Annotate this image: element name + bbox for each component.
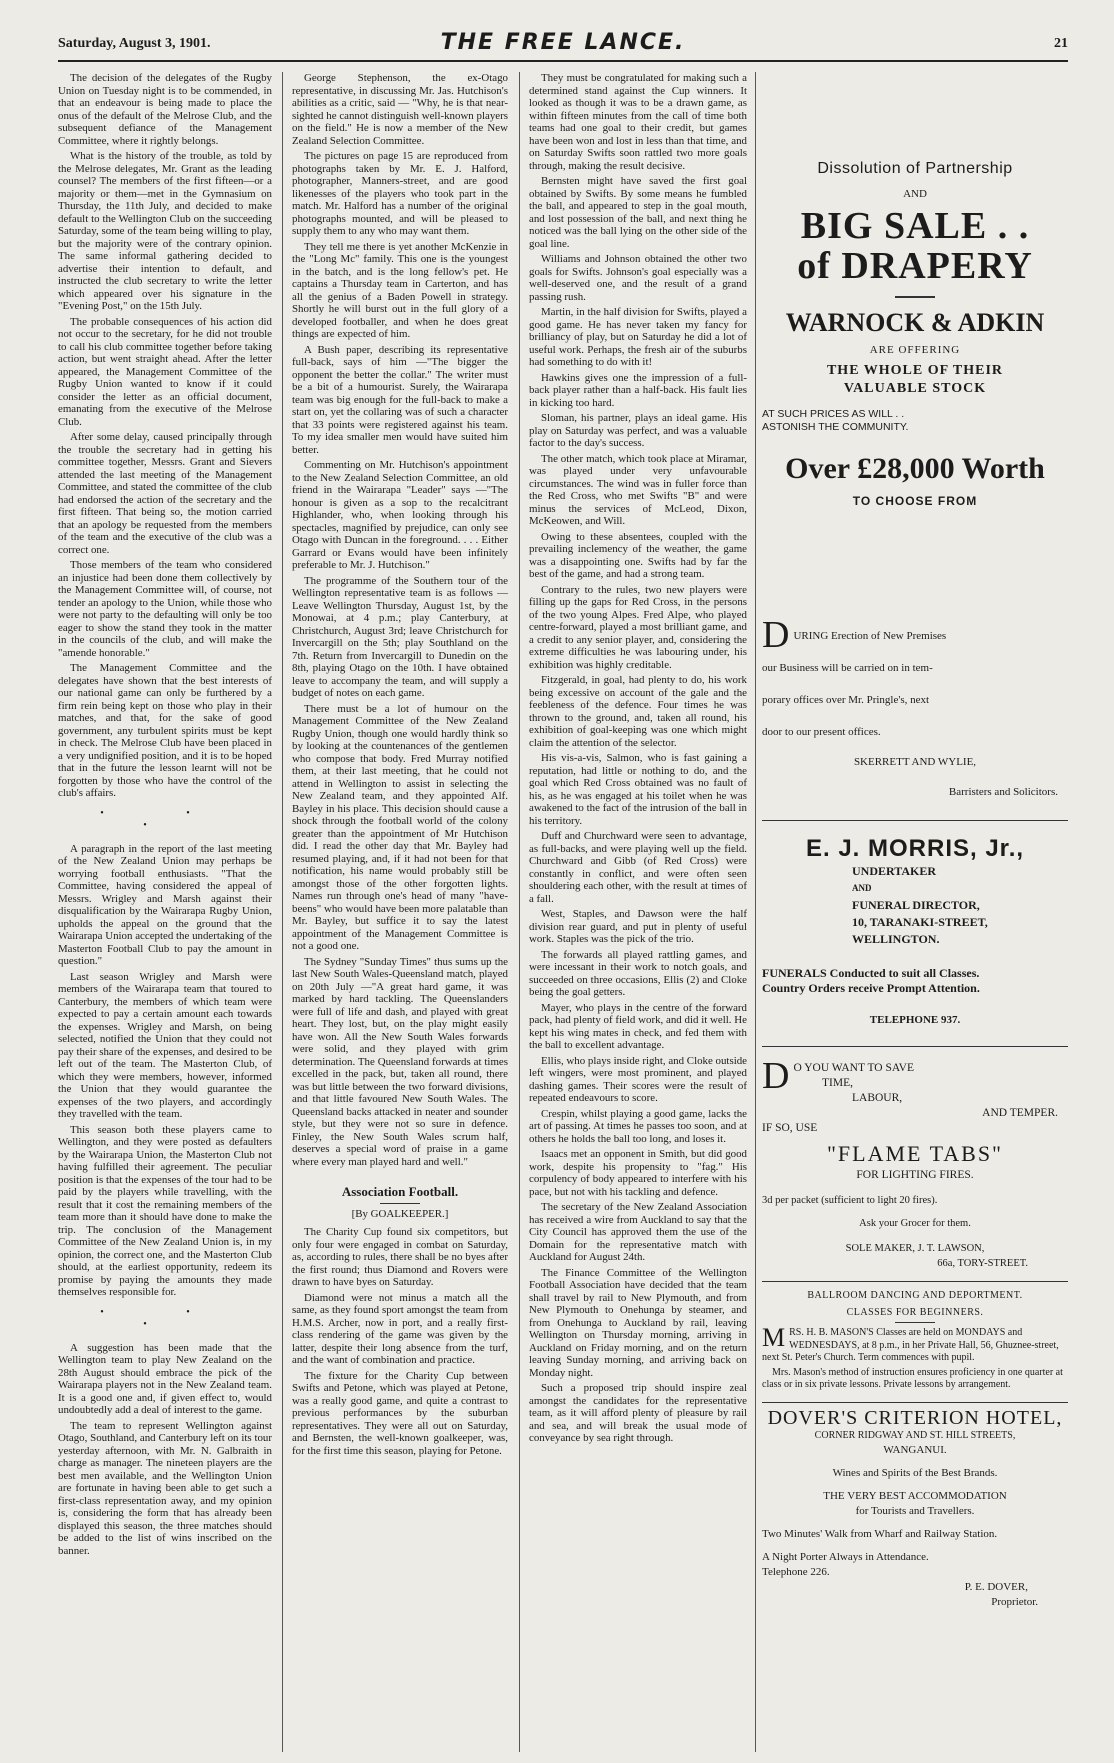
paragraph: Owing to these absentees, coupled with the prevailing inclemency of the weather, the game was a disappointing one. Swifts had by far the best of the game, and had a strong team. xyxy=(529,530,747,580)
paragraph: A Bush paper, describing its representative full-back, says of him —"The bigger the opponent the better the collar." The writer must be a bit of a humourist. Surely, the Wairarapa team was big enough for the full-back to make a start on, yet the collaring was of such a character that 33 points were registered against his team. To my idea smaller men would have suited him better. xyxy=(292,343,508,456)
ad-line: WANGANUI. xyxy=(883,1443,947,1456)
ad-line: AT SUCH PRICES AS WILL . . xyxy=(762,408,905,420)
drapery-sale-ad xyxy=(762,72,1068,508)
ad-line: for Tourists and Travellers. xyxy=(855,1504,975,1517)
ad-text: Barristers and Solicitors. xyxy=(948,786,1058,798)
ad-line: SOLE MAKER, J. T. LAWSON, xyxy=(845,1243,985,1254)
ad-line: LABOUR, xyxy=(852,1092,903,1104)
ad-line: Two Minutes' Walk from Wharf and Railway Station. xyxy=(762,1527,998,1540)
paragraph: Duff and Churchward were seen to advantage, as full-backs, and were playing well up the field. Churchward and Gibb (of Red Cross) were constantly in conflict, and were often seen shouldering each other, with the result at times of a fall. xyxy=(529,830,747,905)
ad-text: ARE OFFERING xyxy=(869,344,961,356)
hotel-name: DOVER'S CRITERION HOTEL, xyxy=(767,1406,1063,1429)
ad-line: 66a, TORY-STREET. xyxy=(937,1258,1028,1269)
paragraph: Such a proposed trip should inspire zeal amongst the candidates for the representative team, as it will afford plenty of pleasure by rail and sea, and will break the usual mode of conveyance by sea right through. xyxy=(529,1382,747,1444)
firm-name: E. J. MORRIS, Jr., xyxy=(805,835,1025,862)
ad-line: AND xyxy=(852,883,872,893)
ad-line: Telephone 226. xyxy=(762,1565,830,1578)
ad-line: IF SO, USE xyxy=(762,1122,818,1134)
paragraph: Isaacs met an opponent in Smith, but did good work, despite his propensity to "fag." His corpulency of body appeared to interfere with his pace, but not with his tackling and defence. xyxy=(529,1148,747,1198)
paragraph: The Charity Cup found six competitors, but only four were engaged in combat on Saturday, as, according to rules, there shall be no byes after the first round; thus Diamond and Rovers were drawn to have byes on Saturday. xyxy=(292,1226,508,1288)
ad-line: Wines and Spirits of the Best Brands. xyxy=(832,1466,998,1479)
morris-undertaker-ad xyxy=(762,835,1068,1026)
paragraph: The Sydney "Sunday Times" thus sums up the last New South Wales-Queensland match, played on 20th July —"A great hard game, it was marked by hard tackling. The Queenslanders were full of life and dash, and played with great heart. They lost, but, on the play might easily have won. All the New South Wales forwards were solid, and they played with grim determination. The Queensland forwards at times excelled in the pack, but, taken all round, there was but little between the two forward divisions, and that little favoured New South Wales. The Queensland backs attacked in neater and sounder style, but they were not so sure in defence. Finley, the New South Wales scrum half, deserves a special word of praise in a game where every man played hard and well." xyxy=(292,955,508,1168)
product-name: "FLAME TABS" xyxy=(826,1141,1004,1166)
drop-cap: D xyxy=(762,614,790,656)
paragraph: A paragraph in the report of the last meeting of the New Zealand Union may perhaps be worrying football enthusiasts. "That the Committee, having considered the appeal of Messrs. Wrigley and Marsh against their disqualification by the Wairarapa Rugby Union, upholds the appeal on the ground that the Wairarapa Union accepted the undertaking of the Masterton Football Club to pay the amount in question." xyxy=(58,842,272,967)
divider xyxy=(762,1046,1068,1047)
paragraph: The probable consequences of his action did not occur to the secretary, for he did not trouble to call his club committee together before taking action, but went straight ahead. After the letter appeared, the Management Committee of the Rugby Union wanted to know if it could consider the letter as an official document, emanating from the executive of the Melrose Club. xyxy=(58,315,272,428)
ad-text: RS. H. B. MASON'S Classes are held on MONDAYS and WEDNESDAYS, at 8 p.m., in her Private Hall, 56, Ghuznee-street, next St. Peter's Church. Term commences with pupil. xyxy=(762,1327,1059,1363)
ad-text: Mrs. Mason's method of instruction ensures proficiency in one quarter at class or in six private lessons. Private lessons by arrangement. xyxy=(762,1366,1063,1390)
ad-line: URING Erection of New Premises xyxy=(793,630,947,642)
byline: [By GOALKEEPER.] xyxy=(351,1207,449,1220)
ad-heading: CLASSES FOR BEGINNERS. xyxy=(846,1306,984,1318)
paragraph: There must be a lot of humour on the Management Committee of the New Zealand Rugby Union, though one would hardly think so by looking at the countenances of the gentlemen who compose that body. Fred Murray notified them, at their last meeting, that he could not attend in Wellington to assist in selecting the New Zealand team, and they appointed Alf. Bayley in his place. This decision should cause a shock through the football world of the colony greater than the appointment of Mr Hutchison did. I read the other day that Mr. Bayley had resumed playing, and, if it had not been for that notification, his name would probably still be amongst those of the other forgotten lights. Names run through one's head of many "have-beens" who would have been more palatable than Mr. Bayley, but suffice it to say the latest appointment of the Management Committee is not a good one. xyxy=(292,702,508,952)
heading-rule xyxy=(380,1203,420,1204)
ad-line: porary offices over Mr. Pringle's, next xyxy=(762,694,930,706)
section-separator: • • • xyxy=(100,807,230,831)
ad-text: FUNERALS Conducted to suit all Classes. xyxy=(762,966,980,980)
drop-cap: M xyxy=(762,1323,786,1352)
ad-line: 10, TARANAKI-STREET, xyxy=(852,915,988,929)
ad-heading: Dissolution of Partnership xyxy=(817,160,1013,177)
paragraph: After some delay, caused principally through the trouble the secretary had in getting his committee together, Messrs. Grant and Sievers attended the last meeting of the Management Committee, and stated the committee of the club had endorsed the action of the secretary and the first fifteen. That being so, the motion carried that an apology be requested from the members of the team and the executive of the club was a correct one. xyxy=(58,431,272,556)
ad-text: TO CHOOSE FROM xyxy=(852,494,978,508)
paragraph: Hawkins gives one the impression of a full-back player rather than a half-back. His fault lies in kicking too hard. xyxy=(529,371,747,409)
paragraph: Sloman, his partner, plays an ideal game. His play on Saturday was perfect, and was a valuable factor to the day's success. xyxy=(529,412,747,449)
paragraph: West, Staples, and Dawson were the half division rear guard, and put in plenty of useful work. Staples was the pick of the trio. xyxy=(529,908,747,945)
paragraph: The programme of the Southern tour of the Wellington representative team is as follows —Leave Wellington Thursday, August 1st, by the Monowai, at 4 p.m.; play Canterbury, at Christchurch, August 3rd; leave Christchurch for Invercargill on the 5th; play Southland on the 7th. Return from Invercargill to Dunedin on the 8th, playing Otago on the 10th. I have obtained leave to accompany the team, and will supply a budget of notes on each game. xyxy=(292,574,508,699)
advertisements-column xyxy=(762,72,1068,1610)
page-number: 21 xyxy=(1054,36,1068,51)
paragraph: The secretary of the New Zealand Association has received a wire from Auckland to say that the City Council has approved them the use of the Domain for the representative match with Auckland for August 24th. xyxy=(529,1201,747,1263)
ad-line: THE VERY BEST ACCOMMODATION xyxy=(823,1489,1007,1502)
divider xyxy=(762,1281,1068,1282)
dovers-criterion-hotel-ad xyxy=(762,1406,1068,1610)
firm-name: SKERRETT AND WYLIE, xyxy=(853,756,977,768)
ad-line: UNDERTAKER xyxy=(852,864,937,878)
column-rule xyxy=(755,72,756,1752)
paragraph: The fixture for the Charity Cup between Swifts and Petone, which was played at Petone, was a really good game, and quite a contrast to previous performances by the suburban representatives. They were all out on Saturday, and Bernsten, the well-known goalkeeper, was, for the first time this season, playing for Petone. xyxy=(292,1369,508,1457)
paragraph: The forwards all played rattling games, and were incessant in their work to notch goals, and succeeded on three occasions, Ellis (2) and Cloke being the goal getters. xyxy=(529,948,747,998)
column-rule xyxy=(519,72,520,1752)
association-football-column xyxy=(529,72,747,1448)
divider xyxy=(762,820,1068,821)
paragraph: The team to represent Wellington against Otago, Southland, and Canterbury left on its tour yesterday afternoon, with Mr. N. Galbraith in charge as manager. The nineteen players are the best men available, and the Wellington Union are fortunate in having been able to get such a first-class representation away, and my opinion is, considering the form that has already been displayed this season, the three matches should be added to the list of wins inscribed on the banner. xyxy=(58,1419,272,1557)
paragraph: This season both these players came to Wellington, and they were posted as defaulters by the Wairarapa Union, the Masterton Club not having fulfilled their agreement. The peculiar position is that the expenses of the tour had to be paid by the players while travelling, with the result that it cost the remaining members of the team more than it should have done to make the trip. The conclusion of the Management Committee of the New Zealand Union is, in my opinion, the correct one, and the Masterton Club should, at the earliest opportunity, redeem its promise by paying the amounts they made themselves responsible for. xyxy=(58,1123,272,1298)
paragraph: Fitzgerald, in goal, had plenty to do, his work being excessive on account of the gale and the feebleness of the defence. Four times he was thrown to the ground, and, taken all round, his exhibition of goal-keeping was one which might claim the attention of the selector. xyxy=(529,674,747,749)
ad-line: door to our present offices. xyxy=(762,726,881,738)
paragraph: Last season Wrigley and Marsh were members of the Wairarapa team that toured to Canterbury, the members of which team were expected to pay a certain amount each towards the expenses. Wrigley and Marsh, on being selected, notified the Union that they could not pay their share of the expenses, and desired to be left out of the team. The Masterton Club, of which they were members, however, informed the Union that they would guarantee the expenses of the two players, and accordingly they travelled with the team. xyxy=(58,970,272,1120)
flame-tabs-ad xyxy=(762,1055,1068,1271)
ad-line: 3d per packet (sufficient to light 20 fires). xyxy=(762,1195,938,1206)
ad-headline: BIG SALE . . xyxy=(800,205,1030,247)
ad-text: Country Orders receive Prompt Attention. xyxy=(762,981,980,995)
ad-text: VALUABLE STOCK xyxy=(843,381,987,396)
column-rule xyxy=(282,72,283,1752)
paragraph: George Stephenson, the ex-Otago representative, in discussing Mr. Jas. Hutchison's abilities as a critic, said — "Why, he is that near-sighted he cannot distinguish well-known players on the field." He is now a member of the New Zealand Selection Committee. xyxy=(292,72,508,147)
ad-line: A Night Porter Always in Attendance. xyxy=(762,1550,929,1563)
ad-headline: Over £28,000 Worth xyxy=(785,452,1045,485)
skerrett-wylie-ad xyxy=(762,614,1068,800)
newspaper-title: THE FREE LANCE. xyxy=(440,30,686,55)
paragraph: The Management Committee and the delegates have shown that the best interests of our national game can only be furthered by a firm rein being kept on those who play in their matches, and that, for the sake of good government, any turbulent spirits must be kept in check. The Melrose Club have been placed in a very undignified position, and it is to be hoped that in the future the lesson learnt will not be forgotten by those who have the control of the club's affairs. xyxy=(58,662,272,799)
section-heading: Association Football. xyxy=(341,1184,459,1199)
paragraph: A suggestion has been made that the Wellington team to play New Zealand on the 28th August should embrace the pick of the Wairarapa players not in the New Zealand team. It is a good one and, if given effect to, would undoubtedly add a deal of interest to the game. xyxy=(58,1341,272,1416)
drop-cap: D xyxy=(762,1055,790,1097)
paragraph: Martin, in the half division for Swifts, played a good game. He has never taken my fancy for brilliancy of play, but on Saturday he did a lot of useful work. Perhaps, the fresh air of the suburbs had something to do with it! xyxy=(529,306,747,368)
paragraph: Williams and Johnson obtained the other two goals for Swifts. Johnson's goal especially was a well-deserved one, and the result of a grand passing rush. xyxy=(529,253,747,303)
heading-rule xyxy=(895,1322,935,1323)
rugby-column xyxy=(58,72,272,1560)
ad-text xyxy=(762,1323,1068,1365)
paragraph: Contrary to the rules, two new players were filling up the gaps for Red Cross, in the persons of the two young Alpes. Fred Alpe, who played centre-forward, played a most brilliant game, and a credit to any senior player, and, considering the extreme difficulties he was labouring under, his exhibition was highly creditable. xyxy=(529,583,747,671)
ad-text: THE WHOLE OF THEIR xyxy=(826,363,1004,378)
masthead xyxy=(58,30,1068,62)
ad-text: AND xyxy=(903,188,927,200)
paragraph: Bernsten might have saved the first goal obtained by Swifts. By some means he fumbled the ball, and appeared to step in the goal mouth, and lost possession of the ball, and next thing he noticed was the ball lying on the other side of the goal line. xyxy=(529,175,747,250)
ad-line: ASTONISH THE COMMUNITY. xyxy=(762,421,909,433)
paragraph: His vis-a-vis, Salmon, who is fast gaining a reputation, had little or nothing to do, and the goal which Red Cross obtained was no fault of his, as he was engaged at his toilet when he was awakened to the fact of the intrusion of the ball in his territory. xyxy=(529,752,747,827)
ad-line: FUNERAL DIRECTOR, xyxy=(852,898,980,912)
ballroom-dancing-ad xyxy=(762,1290,1068,1392)
ad-line: AND TEMPER. xyxy=(982,1107,1058,1119)
ad-line: Ask your Grocer for them. xyxy=(859,1218,971,1229)
paragraph: They tell me there is yet another McKenzie in the "Long Mc" family. This one is the youngest in the batch, and is the long fellow's pet. He captains a Thursday team in Carterton, and has all the genius of a Baden Powell in strategy. Shortly he will burst out in the full glory of a developed footballer, and when he does great things are expected of him. xyxy=(292,240,508,340)
paragraph: The Finance Committee of the Wellington Football Association have decided that the team shall travel by rail to New Plymouth, and from New Plymouth to Onehunga by steamer, and from Onehunga to Auckland by rail, leaving Wellington on Thursday morning, arriving in Auckland on Friday morning, and on the return leaving Sunday morning, and arriving back on Monday night. xyxy=(529,1266,747,1379)
paragraph: What is the history of the trouble, as told by the Melrose delegates, Mr. Grant as the leading counsel? The members of the first fifteen—or a majority or them—met in the Gymnasium on Thursday, the 11th July, and decided to make default to the Wellington Club on the succeeding Saturday, some of the team being willing to play, but the majority were of the contrary opinion. The same informal gathering decided to advertise their intention to default, and instructed the club secretary to write the letter which appeared over his signature in the "Evening Post," on the 15th July. xyxy=(58,150,272,312)
paragraph: The pictures on page 15 are reproduced from photographs taken by Mr. E. J. Halford, photographer, Manners-street, and are good likenesses of the players who took part in the match. Mr. Halford has a number of the original photographs mounted, and will be pleased to supply them to any who may want them. xyxy=(292,150,508,237)
paragraph: Those members of the team who considered an injustice had been done them collectively by the Management Committee will, of course, not tender an apology to the Union, while those who were not party to the defaulting will only be too eager to show the stand they took in the matter in the councils of the club, and will make the "amende honorable." xyxy=(58,559,272,659)
paragraph: Commenting on Mr. Hutchison's appointment to the New Zealand Selection Committee, an old friend in the Wairarapa "Leader" says —"The honour is given as a sop to the recalcitrant Highlander, who, when looking through his spectacles, magnified by prejudice, can only see Otago with Duncan in the foreground. . . . Either Garrard or Evans would have been infinitely preferable to Mr. J. Hutchison." xyxy=(292,459,508,571)
ad-line: Proprietor. xyxy=(991,1595,1038,1608)
paragraph: The decision of the delegates of the Rugby Union on Tuesday night is to be commended, in that an endeavour is being made to place the onus of the default of the Melrose Club, and the subsequent defiance of the Management Committee, where it rightly belongs. xyxy=(58,72,272,147)
ad-line: FOR LIGHTING FIRES. xyxy=(856,1169,974,1181)
telephone: TELEPHONE 937. xyxy=(869,1014,961,1026)
paragraph: Ellis, who plays inside right, and Cloke outside left wingers, were most prominent, and played dashing games. Their scores were the result of repeated endeavours to score. xyxy=(529,1054,747,1104)
ad-heading: BALLROOM DANCING AND DEPORTMENT. xyxy=(807,1290,1023,1301)
ad-line: O YOU WANT TO SAVE xyxy=(793,1062,915,1074)
ad-line: CORNER RIDGWAY AND ST. HILL STREETS, xyxy=(814,1429,1016,1441)
ad-line: P. E. DOVER, xyxy=(964,1580,1028,1593)
paragraph: They must be congratulated for making such a determined stand against the Cup winners. It looked as though it was to be a drawn game, as within fifteen minutes from the call of time both teams had one goal to their credit, but games have been won and lost in less than that time, and on Saturday Swifts soon rattled two more goals through, making the result decisive. xyxy=(529,72,747,172)
ad-line: TIME, xyxy=(822,1077,853,1089)
ad-line: our Business will be carried on in tem- xyxy=(762,662,933,674)
rugby-column-continued xyxy=(292,72,508,1460)
paragraph: Diamond were not minus a match all the same, as they found sport amongst the team from H.M.S. Archer, now in port, and a really first-class rendering of the game was given by the latter, despite their long absence from the turf, and the want of combination and practice. xyxy=(292,1291,508,1366)
paragraph: Mayer, who plays in the centre of the forward pack, had plenty of field work, and did it well. He kept his wing mates in check, and fed them with the ball to excellent advantage. xyxy=(529,1001,747,1051)
divider xyxy=(895,296,935,298)
firm-name: WARNOCK & ADKIN xyxy=(785,308,1045,337)
paragraph: Crespin, whilst playing a good game, lacks the art of passing. At times he passes too soon, and at others he holds the ball too long, and loses it. xyxy=(529,1107,747,1145)
ad-text xyxy=(762,408,1068,434)
ad-headline: of DRAPERY xyxy=(797,245,1033,287)
ad-line xyxy=(762,614,1068,656)
section-separator: • • • xyxy=(100,1306,230,1330)
issue-date: Saturday, August 3, 1901. xyxy=(58,36,211,51)
ad-line: WELLINGTON. xyxy=(852,932,940,946)
paragraph: The other match, which took place at Miramar, was played under very unfavourable circumstances. The wind was in fuller force than the Red Cross, who met Swifts "B" and were minus the services of McLeod, Dixon, McKeowen, and Will. xyxy=(529,452,747,527)
divider xyxy=(762,1402,1068,1403)
